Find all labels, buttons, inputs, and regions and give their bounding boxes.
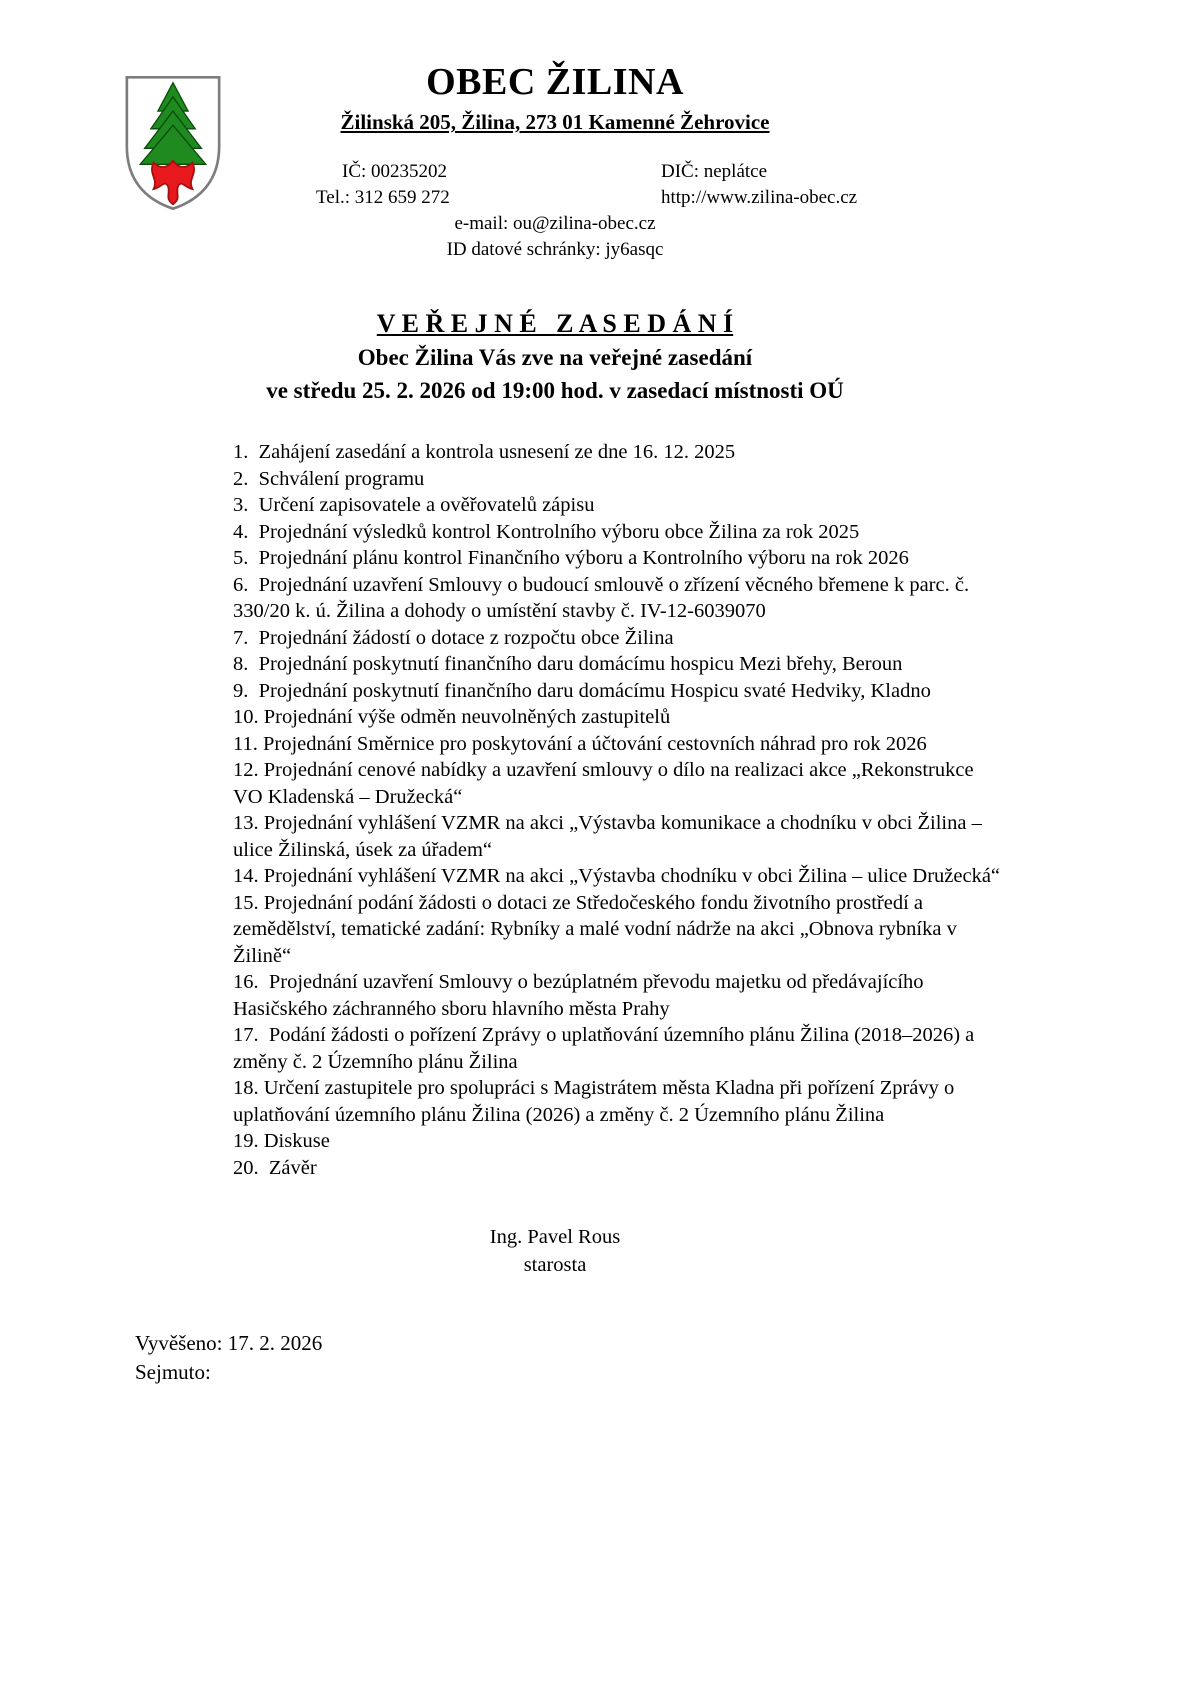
agenda-item: 18. Určení zastupitele pro spolupráci s Magistrátem města Kladna při pořízení Zprávy o uplatňování územního plánu Žilina (2026) a změny č. 2 Územního plánu Žilina <box>233 1077 960 1126</box>
agenda-item: 1. Zahájení zasedání a kontrola usnesení ze dne 16. 12. 2025 <box>233 441 736 463</box>
agenda-list <box>233 439 1005 1181</box>
org-address: Žilinská 205, Žilina, 273 01 Kamenné Žehrovice <box>340 110 770 134</box>
org-databox: ID datové schránky: jy6asqc <box>446 239 664 260</box>
posting-dates <box>135 1329 1110 1387</box>
agenda-item: 19. Diskuse <box>233 1130 330 1152</box>
notice-block <box>0 309 1110 405</box>
signature-block <box>0 1223 1110 1279</box>
org-dic: DIČ: neplátce <box>661 161 768 182</box>
posted-date: Vyvěšeno: 17. 2. 2026 <box>135 1331 323 1355</box>
agenda-item: 7. Projednání žádostí o dotace z rozpočtu obce Žilina <box>233 626 674 649</box>
org-website: http://www.zilina-obec.cz <box>661 187 858 208</box>
agenda-item: 9. Projednání poskytnutí finančního daru domácímu Hospicu svaté Hedviky, Kladno <box>233 679 931 702</box>
agenda-item: 13. Projednání vyhlášení VZMR na akci „Výstavba komunikace a chodníku v obci Žilina – ulice Žilinská, úsek za úřadem“ <box>233 812 987 861</box>
agenda-item: 20. Závěr <box>233 1156 317 1179</box>
agenda-item: 4. Projednání výsledků kontrol Kontrolního výboru obce Žilina za rok 2025 <box>233 520 860 543</box>
org-title: OBEC ŽILINA <box>426 61 684 103</box>
agenda-item: 12. Projednání cenové nabídky a uzavření smlouvy o dílo na realizaci akce „Rekonstrukce VO Kladenská – Družecká“ <box>233 759 979 808</box>
coat-of-arms-graphic <box>118 72 228 214</box>
signature-name: Ing. Pavel Rous <box>489 1226 621 1248</box>
org-email: e-mail: ou@zilina-obec.cz <box>454 213 656 234</box>
agenda-item: 8. Projednání poskytnutí finančního daru domácímu hospicu Mezi břehy, Beroun <box>233 653 903 675</box>
agenda-item: 10. Projednání výše odměn neuvolněných zastupitelů <box>233 706 671 728</box>
agenda-item: 17. Podání žádosti o pořízení Zprávy o uplatňování územního plánu Žilina (2018–2026) a změny č. 2 Územního plánu Žilina <box>233 1024 980 1073</box>
agenda-item: 5. Projednání plánu kontrol Finančního výboru a Kontrolního výboru na rok 2026 <box>233 547 909 569</box>
agenda-item: 11. Projednání Směrnice pro poskytování a účtování cestovních náhrad pro rok 2026 <box>233 732 927 755</box>
agenda-item: 14. Projednání vyhlášení VZMR na akci „Výstavba chodníku v obci Žilina – ulice Družecká“ <box>233 865 1001 887</box>
agenda-item: 2. Schválení programu <box>233 467 425 490</box>
agenda-item: 16. Projednání uzavření Smlouvy o bezúplatném převodu majetku od předávajícího Hasičského záchranného sboru hlavního města Prahy <box>233 971 929 1020</box>
agenda-item: 3. Určení zapisovatele a ověřovatelů zápisu <box>233 494 595 516</box>
signature-role: starosta <box>523 1254 587 1276</box>
notice-datetime: ve středu 25. 2. 2026 od 19:00 hod. v zasedací místnosti OÚ <box>266 378 844 403</box>
notice-invitation: Obec Žilina Vás zve na veřejné zasedání <box>357 345 753 370</box>
removed-date: Sejmuto: <box>135 1360 211 1384</box>
coat-of-arms <box>118 72 228 214</box>
notice-heading: V E Ř E J N É Z A S E D Á N Í <box>376 309 734 338</box>
agenda-item: 6. Projednání uzavření Smlouvy o budoucí smlouvě o zřízení věcného břemene k parc. č. 330/20 k. ú. Žilina a dohody o umístění stavby č. IV-12-6039070 <box>233 573 975 622</box>
org-tel: Tel.: 312 659 272 <box>316 187 450 208</box>
agenda-item: 15. Projednání podání žádosti o dotaci ze Středočeského fondu životního prostředí a zemědělství, tematické zadání: Rybníky a malé vodní nádrže na akci „Obnova rybníka v Žilině“ <box>233 891 962 967</box>
org-ic: IČ: 00235202 <box>342 161 448 182</box>
